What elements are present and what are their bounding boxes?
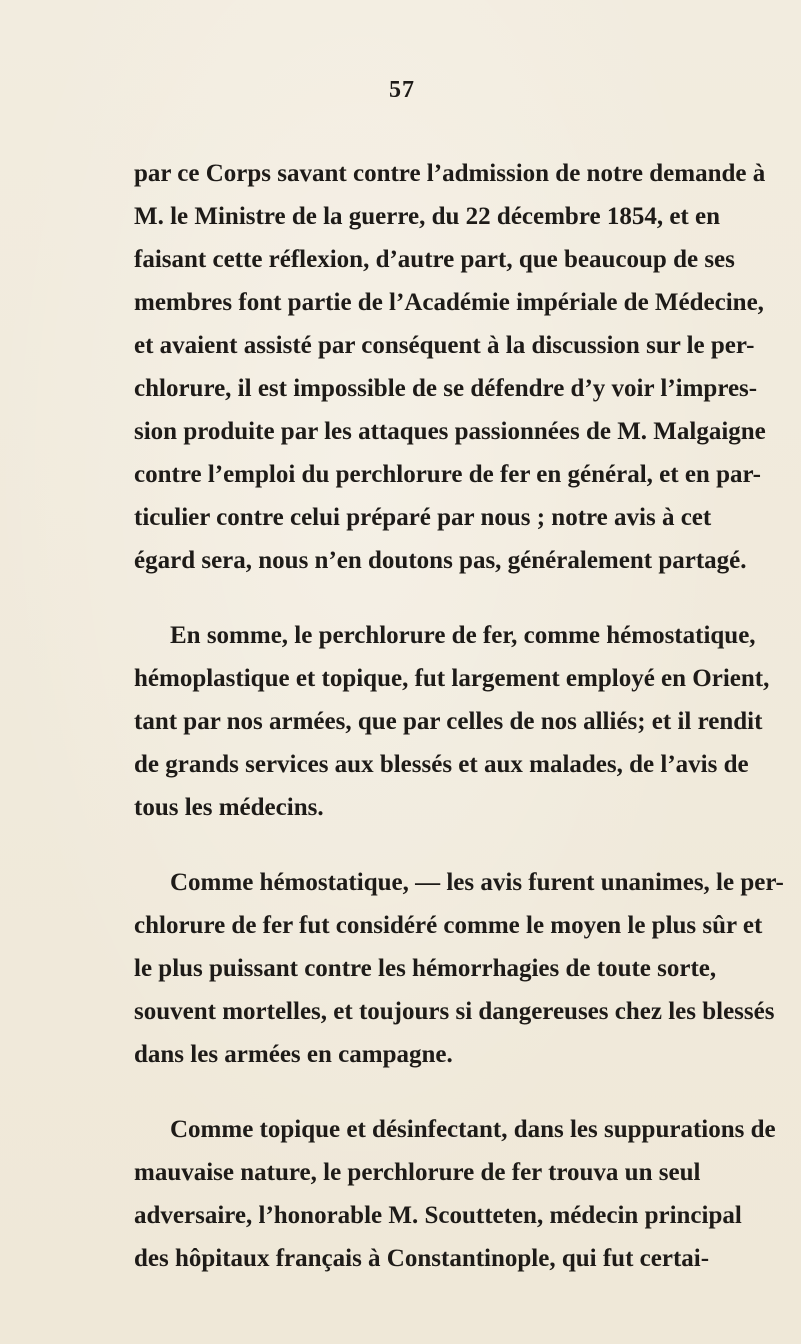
paragraph-1-line-10: égard sera, nous n’en doutons pas, généralement partagé. — [134, 547, 747, 574]
paragraph-1-line-3: faisant cette réflexion, d’autre part, que beaucoup de ses — [134, 246, 735, 273]
paragraph-2-line-1: En somme, le perchlorure de fer, comme hémostatique, — [170, 622, 756, 649]
paragraph-1-line-8: contre l’emploi du perchlorure de fer en général, et en par- — [134, 461, 761, 488]
page-number: 57 — [389, 77, 415, 103]
paragraph-3-line-1: Comme hémostatique, — les avis furent unanimes, le per- — [170, 869, 784, 896]
paragraph-gap — [134, 582, 682, 614]
paragraph-1-line-4: membres font partie de l’Académie impériale de Médecine, — [134, 289, 764, 316]
paragraph-3-line-4: souvent mortelles, et toujours si dangereuses chez les blessés — [134, 998, 775, 1025]
paragraph-3-line-2: chlorure de fer fut considéré comme le moyen le plus sûr et — [134, 912, 763, 939]
paragraph-1-line-9: ticulier contre celui préparé par nous ; notre avis à cet — [134, 504, 712, 531]
paragraph-1-line-6: chlorure, il est impossible de se défendre d’y voir l’impres- — [134, 375, 758, 402]
paragraph-1 — [134, 152, 766, 582]
paragraph-1-line-1: par ce Corps savant contre l’admission de notre demande à — [134, 160, 766, 187]
paragraph-2-line-5: tous les médecins. — [134, 794, 324, 821]
paragraph-gap — [134, 829, 682, 861]
paragraph-4-line-4: des hôpitaux français à Constantinople, qui fut certai- — [134, 1245, 710, 1272]
paragraph-2-line-2: hémoplastique et topique, fut largement employé en Orient, — [134, 665, 770, 692]
paragraph-2 — [134, 614, 770, 829]
paragraph-4-line-2: mauvaise nature, le perchlorure de fer trouva un seul — [134, 1159, 701, 1186]
paragraph-3-line-3: le plus puissant contre les hémorrhagies de toute sorte, — [134, 955, 717, 982]
paragraph-4 — [134, 1108, 776, 1280]
paragraph-2-line-4: de grands services aux blessés et aux malades, de l’avis de — [134, 751, 749, 778]
body-text — [134, 152, 784, 1280]
paragraph-1-line-5: et avaient assisté par conséquent à la discussion sur le per- — [134, 332, 755, 359]
paragraph-4-line-3: adversaire, l’honorable M. Scoutteten, médecin principal — [134, 1202, 742, 1229]
paragraph-3-line-5: dans les armées en campagne. — [134, 1041, 453, 1068]
paragraph-1-line-2: M. le Ministre de la guerre, du 22 décembre 1854, et en — [134, 203, 720, 230]
paragraph-1-line-7: sion produite par les attaques passionnées de M. Malgaigne — [134, 418, 766, 445]
paragraph-3 — [134, 861, 784, 1076]
paragraph-gap — [134, 1076, 682, 1108]
paragraph-2-line-3: tant par nos armées, que par celles de nos alliés; et il rendit — [134, 708, 763, 735]
paragraph-4-line-1: Comme topique et désinfectant, dans les suppurations de — [170, 1116, 776, 1143]
